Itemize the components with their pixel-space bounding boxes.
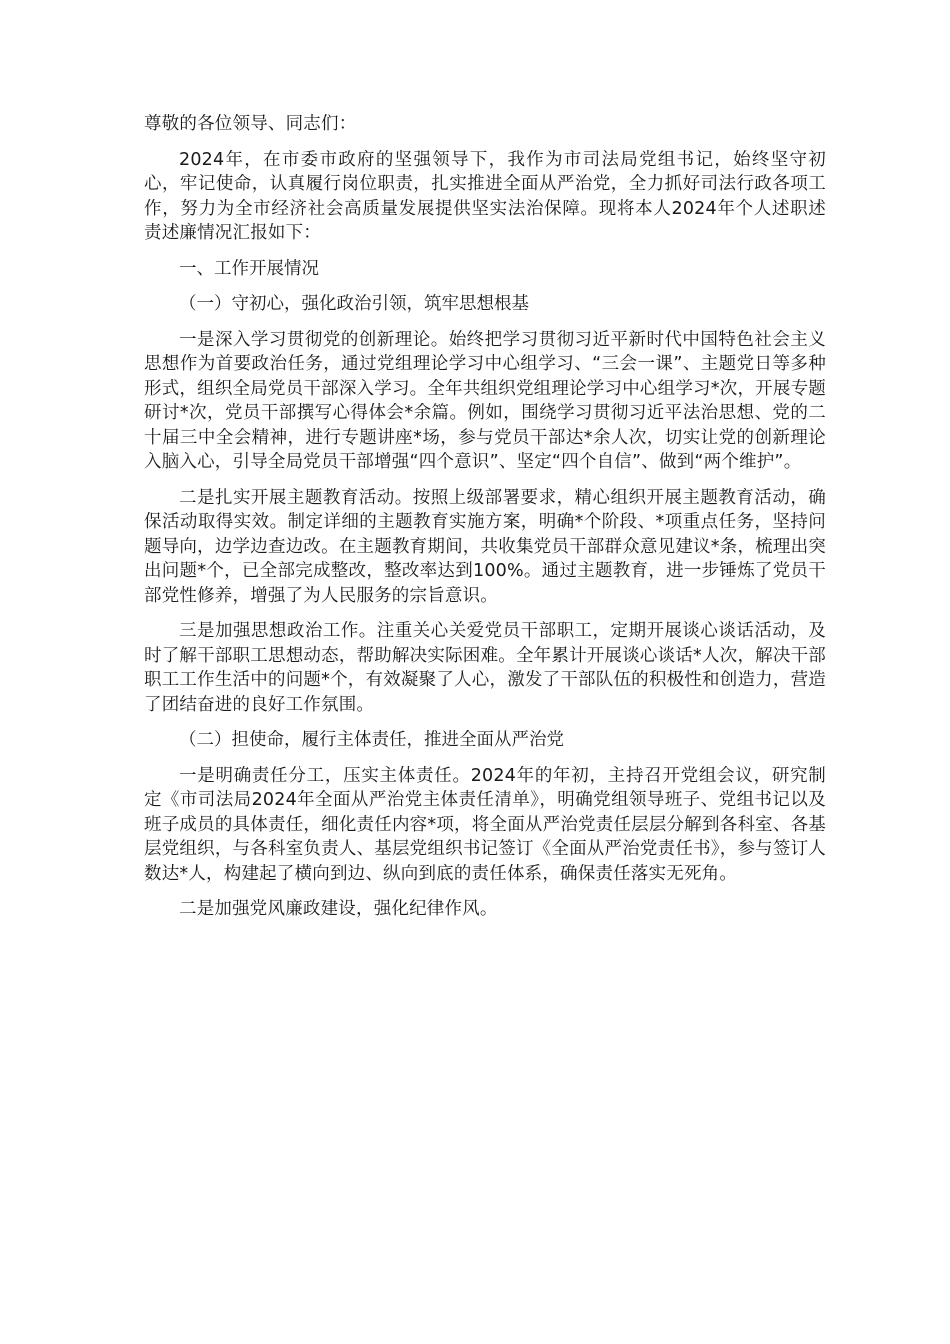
subsection-heading-1: （一）守初心，强化政治引领，筑牢思想根基 [179, 294, 529, 314]
salutation: 尊敬的各位领导、同志们： [144, 114, 357, 134]
subsection-heading-2: （二）担使命，履行主体责任，推进全面从严治党 [179, 730, 564, 750]
section-heading-work: 一、工作开展情况 [179, 258, 319, 279]
paragraph-ideological-work: 三是加强思想政治工作。注重关心关爱党员干部职工，定期开展谈心谈话活动，及时了解干部职工思想动态，帮助解决实际困难。全年累计开展谈心谈话*人次，解决干部职工工作生活中的问题*个，有效凝聚了人心，激发了干部队伍的积极性和创造力，营造了团结奋进的良好工作氛围。 [144, 621, 826, 715]
paragraph-theory-study: 一是深入学习贯彻党的创新理论。始终把学习贯彻习近平新时代中国特色社会主义思想作为首要政治任务，通过党组理论学习中心组学习、“三会一课”、主题党日等多种形式，组织全局党员干部深入学习。全年共组织党组理论学习中心组学习*次，开展专题研讨*次，党员干部撰写心得体会*余篇。例如，围绕学习贯彻习近平法治思想、党的二十届三中全会精神，进行专题讲座*场，参与党员干部达*余人次，切实让党的创新理论入脑入心，引导全局党员干部增强“四个意识”、坚定“四个自信”、做到“两个维护”。 [144, 329, 826, 472]
intro-paragraph: 2024年，在市委市政府的坚强领导下，我作为市司法局党组书记，始终坚守初心，牢记使命，认真履行岗位职责，扎实推进全面从严治党，全力抓好司法行政各项工作，努力为全市经济社会高质量发展提供坚实法治保障。现将本人2024年个人述职述责述廉情况汇报如下： [144, 149, 826, 243]
document-page [144, 112, 826, 933]
paragraph-responsibility: 一是明确责任分工，压实主体责任。2024年的年初，主持召开党组会议，研究制定《市司法局2024年全面从严治党主体责任清单》，明确党组领导班子、党组书记以及班子成员的具体责任，细化责任内容*项，将全面从严治党责任层层分解到各科室、各基层党组织，与各科室负责人、基层党组织书记签订《全面从严治党责任书》，参与签订人数达*人，构建起了横向到边、纵向到底的责任体系，确保责任落实无死角。 [144, 765, 826, 884]
paragraph-theme-education: 二是扎实开展主题教育活动。按照上级部署要求，精心组织开展主题教育活动，确保活动取得实效。制定详细的主题教育实施方案，明确*个阶段、*项重点任务，坚持问题导向，边学边查边改。在主题教育期间，共收集党员干部群众意见建议*条，梳理出突出问题*个，已全部完成整改，整改率达到100%。通过主题教育，进一步锤炼了党员干部党性修养，增强了为人民服务的宗旨意识。 [144, 487, 826, 606]
paragraph-integrity: 二是加强党风廉政建设，强化纪律作风。 [179, 899, 498, 919]
